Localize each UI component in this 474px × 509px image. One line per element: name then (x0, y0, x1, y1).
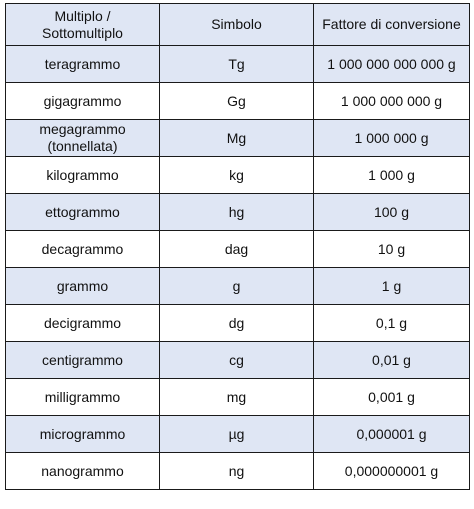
conversion-factor: 1 000 000 000 000 g (314, 46, 470, 83)
conversion-factor: 1 000 g (314, 157, 470, 194)
header-col1-line2: Sottomultiplo (42, 24, 123, 41)
unit-name: kilogrammo (46, 166, 119, 183)
unit-name-cell (6, 305, 160, 342)
table-row (6, 83, 470, 120)
unit-name: teragrammo (44, 55, 121, 72)
conversion-factor: 0,001 g (314, 379, 470, 416)
table-row (6, 268, 470, 305)
unit-symbol: hg (160, 194, 314, 231)
conversion-factor: 1 000 000 000 g (314, 83, 470, 120)
table-row (6, 157, 470, 194)
unit-name-cell (6, 46, 160, 83)
unit-name: decigrammo (43, 314, 122, 331)
unit-name: microgrammo (39, 425, 126, 442)
unit-name: nanogrammo (41, 462, 124, 479)
unit-name: megagrammo (39, 121, 126, 137)
unit-symbol: dag (160, 231, 314, 268)
table-row (6, 305, 470, 342)
unit-name-cell (6, 120, 160, 157)
unit-symbol: Tg (160, 46, 314, 83)
conversion-factor: 0,1 g (314, 305, 470, 342)
header-multiple-submultiple (6, 4, 160, 46)
unit-symbol: kg (160, 157, 314, 194)
table-row (6, 342, 470, 379)
mass-units-table (5, 3, 470, 490)
table-row (6, 231, 470, 268)
table-row (6, 120, 470, 157)
conversion-factor: 100 g (314, 194, 470, 231)
table-row (6, 453, 470, 490)
header-symbol: Simbolo (160, 4, 314, 46)
conversion-factor: 0,000001 g (314, 416, 470, 453)
conversion-factor: 1 000 000 g (314, 120, 470, 157)
unit-name: gigagrammo (43, 92, 122, 109)
unit-name-cell (6, 379, 160, 416)
unit-name: grammo (56, 277, 109, 294)
conversion-factor: 0,000000001 g (314, 453, 470, 490)
unit-name-cell (6, 268, 160, 305)
table-row (6, 416, 470, 453)
conversion-factor: 10 g (314, 231, 470, 268)
unit-name-cell (6, 342, 160, 379)
header-row (6, 4, 470, 46)
table-body (6, 46, 470, 490)
unit-symbol: cg (160, 342, 314, 379)
unit-name-cell (6, 157, 160, 194)
unit-symbol: g (160, 268, 314, 305)
unit-name-cell (6, 453, 160, 490)
unit-name-cell (6, 416, 160, 453)
unit-symbol: Mg (160, 120, 314, 157)
conversion-factor: 1 g (314, 268, 470, 305)
header-conversion-factor: Fattore di conversione (314, 4, 470, 46)
unit-name-cell (6, 83, 160, 120)
table-row (6, 194, 470, 231)
header-col1-line1: Multiplo / (54, 7, 111, 24)
unit-name-cell (6, 194, 160, 231)
unit-symbol: dg (160, 305, 314, 342)
table-row (6, 46, 470, 83)
conversion-factor: 0,01 g (314, 342, 470, 379)
table-row (6, 379, 470, 416)
unit-name-cell (6, 231, 160, 268)
unit-name: centigrammo (42, 351, 123, 368)
table-header (6, 4, 470, 46)
unit-name: ettogrammo (45, 203, 120, 220)
unit-symbol: mg (160, 379, 314, 416)
unit-symbol: Gg (160, 83, 314, 120)
unit-symbol: ng (160, 453, 314, 490)
conversion-table-container (5, 3, 469, 490)
unit-name: milligrammo (44, 388, 121, 405)
unit-symbol: µg (160, 416, 314, 453)
unit-name: decagrammo (41, 240, 124, 257)
unit-name-note: (tonnellata) (47, 138, 118, 154)
